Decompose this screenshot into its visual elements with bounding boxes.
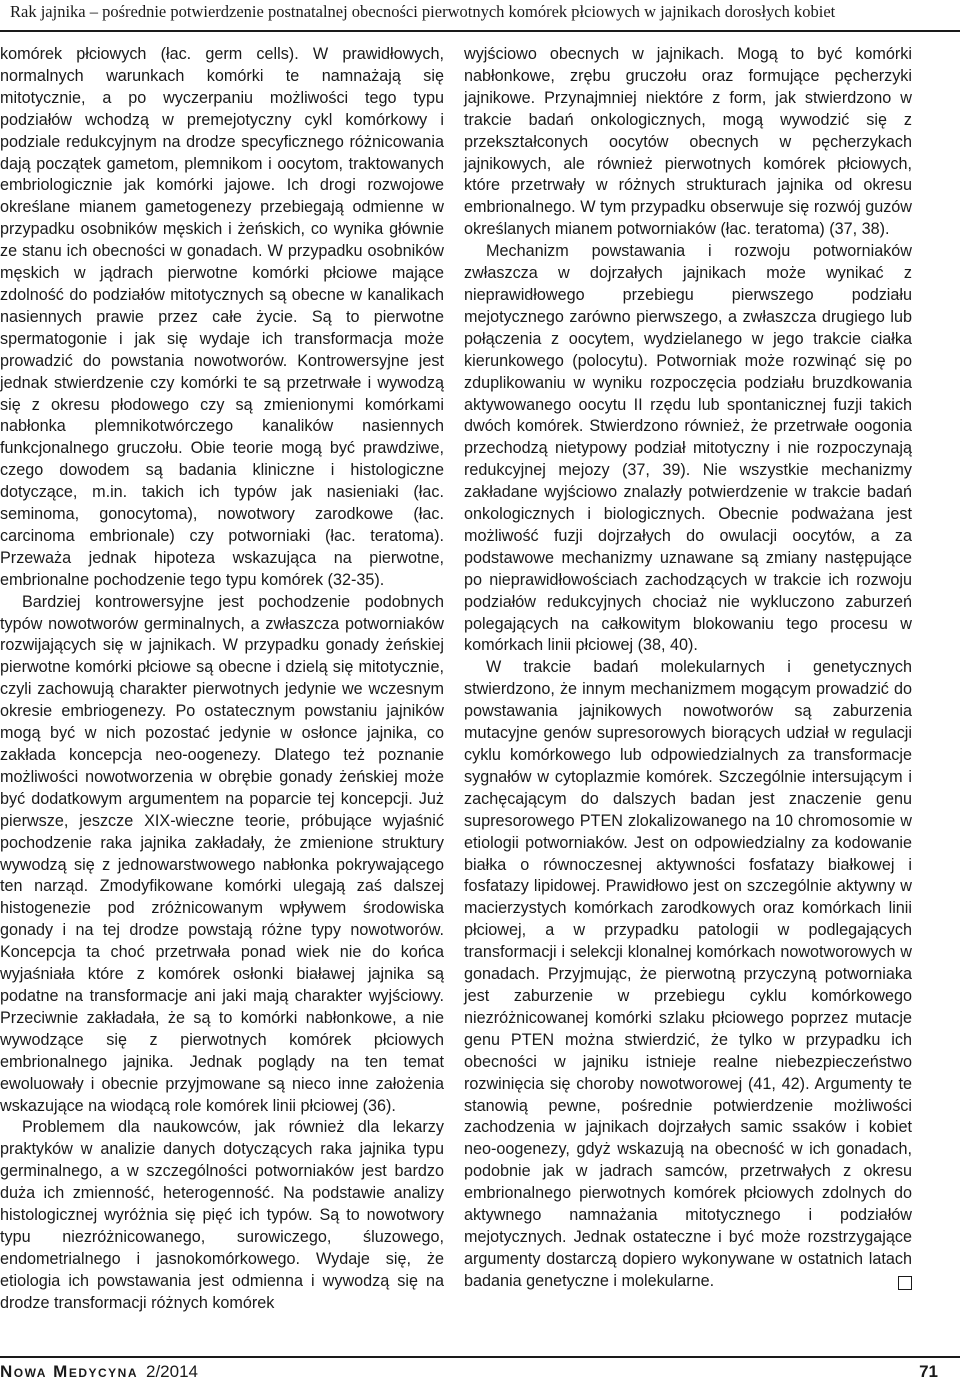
left-paragraph-3: Problemem dla naukowców, jak również dla lekarzy praktyków w analizie danych dotyczących raka jajnika typu germinalnego, a w szczególności potworniaków jest bardzo duża ich zmienność, heterogenność. Na podstawie analizy histologicznej wyróżnia się pięć ich typów. Są to nowotwory typu niezróżnicowanego, surowiczego, śluzowego, endometrialnego i jasnokomórkowego. Wydaje się, że etiologia ich powstawania jest odmienna i wywodzą się na drodze transformacji różnych komórek	[0, 1118, 444, 1312]
right-paragraph-1: wyjściowo obecnych w jajnikach. Mogą to być komórki nabłonkowe, zrębu gruczołu oraz formujące pęcherzyki jajnikowe. Przynajmniej niektóre z form, jak stwierdzono w trakcie badań onkologicznych, mogą wywodzić się z przekształconych oocytów obecnych w pęcherzykach jajnikowych, ale również pierwotnych komórek płciowych, które przetrwały w różnych strukturach jajnika od okresu embrionalnego. W tym przypadku obserwuje się rozwój guzów określanych mianem potworniaków (łac. teratoma) (37, 38).	[464, 45, 912, 239]
journal-name: Nowa Medycyna	[0, 1362, 139, 1381]
journal-issue: 2/2014	[146, 1362, 198, 1381]
right-column	[464, 44, 912, 1293]
page-number: 71	[919, 1362, 938, 1381]
header-rule	[0, 30, 960, 32]
right-paragraph-2: Mechanizm powstawania i rozwoju potworniaków zwłaszcza w dojrzałych jajnikach może wynikać z nieprawidłowego przebiegu pierwszego podziału mejotycznego zarówno pierwszego, a zwłaszcza drugiego lub połączenia z oocytem, wydzielanego w jego trakcie ciałka kierunkowego (polocytu). Potworniak może rozwinąć się po zduplikowaniu w wyniku rozpoczęcia podziału bruzdkowania aktywowanego oocytu II rzędu lub spontanicznej fuzji takich dwóch komórek. Stwierdzono również, że przetrwałe oogonia przechodzą nietypowy podział mitotyczny i nie rozpoczynają redukcyjnej mejozy (37, 39). Nie wszystkie mechanizmy zakładane wyjściowo znalazły potwierdzenie w trakcie badań onkologicznych i biologicznych. Obecnie podważana jest możliwość fuzji dojrzałych do owulacji oocytów, a za podstawowe mechanizmy uznawane są zmiany następujące po nieprawidłowościach zachodzących w trakcie ich rozwoju podziałów redukcyjnych chociaż nie wykluczono zaburzeń polegających na całkowitym blokowaniu tego procesu w komórkach linii płciowej (38, 40).	[464, 242, 912, 655]
left-column	[0, 44, 444, 1315]
end-of-article-mark	[898, 1276, 912, 1290]
left-paragraph-2: Bardziej kontrowersyjne jest pochodzenie podobnych typów nowotworów germinalnych, a zwłaszcza potworniaków rozwijających się w jajnikach. W przypadku gonady żeńskiej pierwotne komórki płciowe są obecne i dzielą się mitotycznie, czyli zachowują charakter pierwotnych jedynie we wczesnym okresie embriogenezy. Po ostatecznym powstaniu jajników mogą być w nich pozostać jedynie w osłonce jajnika, co zakłada koncepcja neo-oogenezy. Dlatego też poznanie możliwości nowotworzenia w obrębie gonady żeńskiej może być dodatkowym argumentem na poparcie tej koncepcji. Już pierwsze, jeszcze XIX-wieczne teorie, próbujące wyjaśnić pochodzenie raka jajnika zakładały, że zmienione struktury wywodzą się z jednowarstwowego nabłonka pokrywającego ten narząd. Zmodyfikowane komórki ulegają zaś dalszej histogenezie pod zróżnicowanym wpływem środowiska gonady i na tej drodze powstają różne typy nowotworów. Koncepcja ta choć przetrwała ponad wiek nie do końca wyjaśniała które z komórek osłonki białawej jajnika są podatne na transformacje ani jaki mają charakter wyjściowy. Przeciwnie zakładała, że są to komórki nabłonkowe, a nie wywodzące się z pierwotnych komórek płciowych embrionalnego jajnika. Jednak poglądy na ten temat ewoluowały i obecnie przyjmowane są nieco inne założenia wskazujące na wiodącą role komórek linii płciowej (36).	[0, 592, 444, 1115]
running-header-title: Rak jajnika – pośrednie potwierdzenie postnatalnej obecności pierwotnych komórek płciowych w jajnikach dorosłych kobiet	[10, 2, 836, 21]
right-paragraph-3-text: W trakcie badań molekularnych i genetycznych stwierdzono, że innym mechanizmem mogącym prowadzić do powstawania jajnikowych nowotworów są zaburzenia mutacyjne genów supresorowych biorących udział w regulacji cyklu komórkowego lub odpowiedzialnych za transformacje sygnałów w cytoplazmie komórek. Szczególnie intersującym i zachęcającym do dalszych badan jest znaczenie genu supresorowego PTEN zlokalizowanego na 10 chromosomie w etiologii potworniaków. Jest on odpowiedzialny za kodowanie białka o równoczesnej aktywności fosfatazy białkowej i fosfatazy lipidowej. Prawidłowo jest on szczególnie aktywny w macierzystych komórkach zarodkowych oraz komórkach linii płciowej, a w przypadku patologii w podlegających transformacji i selekcji klonalnej komórkach nowotworowych w gonadach. Przyjmując, że pierwotną przyczyną potworniaka jest zaburzenie w przebiegu cyklu komórkowego niezróżnicowanej komórki szlaku płciowego poprzez mutacje genu PTEN można stwierdzić, że tylko w przypadku ich obecności w jajniku istnieje realne niebezpieczeństwo rozwinięcia się choroby nowotworowej (41, 42). Argumenty te stanowią pewne, pośrednie potwierdzenie możliwości zachodzenia w jajnikach dojrzałych samic ssaków i kobiet neo-oogenezy, gdyż wskazują na obecność w ich gonadach, podobnie jak w jadrach samców, przetrwałych z okresu embrionalnego pierwotnych komórek płciowych zdolnych do aktywnego namnażania mitotycznego i podziałów mejotycznych. Jednak ostateczne i być może rozstrzygające argumenty dostarczą dopiero wykonywane w ostatnich latach badania genetyczne i molekularne.	[464, 658, 912, 1290]
page-footer	[0, 1356, 960, 1391]
right-paragraph-3	[464, 657, 912, 1292]
left-paragraph-1: komórek płciowych (łac. germ cells). W prawidłowych, normalnych warunkach komórki te namnażają się mitotycznie, a po wyczerpaniu możliwości tego typu podziałów wchodzą w premejotyczny cykl komórkowy i podziale redukcyjnym na drodze specyficznego różnicowania dają początek gametom, plemnikom i oocytom, traktowanych embriologicznie jak komórki jajowe. Ich drogi rozwojowe określane mianem gametogenezy przebiegają odmienne w przypadku osobników męskich i żeńskich, co wynika głównie ze stanu ich obecności w gonadach. W przypadku osobników męskich w jądrach pierwotne komórki płciowe mające zdolność do podziałów mitotycznych są obecne w kanalikach nasiennych prawie przez całe życie. Są to pierwotne spermatogonie i jak się wydaje ich transformacja może prowadzić do powstania nowotworów. Kontrowersyjne jest jednak stwierdzenie czy komórki te są przetrwałe i wywodzą się z okresu płodowego czy są zmienionymi komórkami nabłonka plemnikotwórczego kanalików nasiennych funkcjonalnego gruczołu. Obie teorie mogą być prawdziwe, czego dowodem są badania kliniczne i histologiczne dotyczące, m.in. takich ich typów jak nasieniaki (łac. seminoma, gonocytoma), nowotwory zarodkowe (łac. carcinoma embrionale) czy potworniaki (łac. teratoma). Przeważa jednak hipoteza wskazująca na pierwotne, embrionalne pochodzenie tego typu komórek (32-35).	[0, 45, 444, 589]
